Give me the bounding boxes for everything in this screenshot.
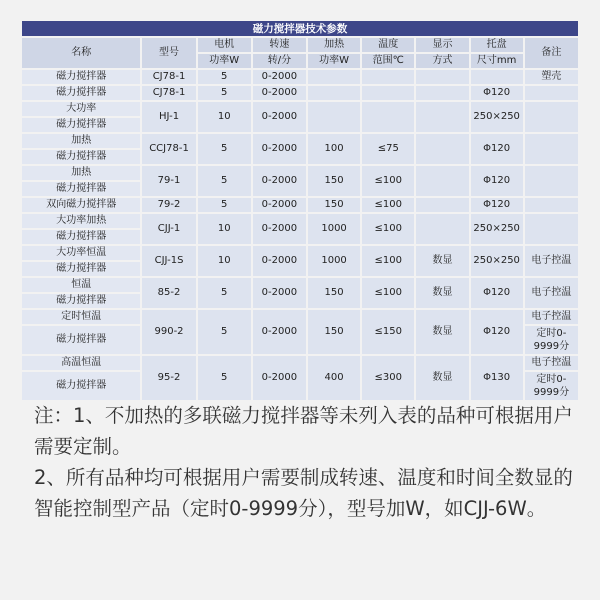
cell-tray: 250×250 [471, 102, 523, 132]
table-row [22, 246, 578, 260]
spec-table-container [20, 19, 580, 398]
header-speed-unit: 转/分 [253, 54, 306, 68]
header-remark: 备注 [525, 38, 578, 68]
cell-remark: 电子控温 [525, 356, 578, 370]
cell-temp: ≤100 [362, 246, 414, 276]
cell-speed: 0-2000 [253, 166, 306, 196]
cell-tray: Φ120 [471, 86, 523, 100]
cell-tray: Φ120 [471, 310, 523, 354]
cell-tray: 250×250 [471, 246, 523, 276]
cell-motor: 5 [198, 278, 251, 308]
cell-name: 双向磁力搅拌器 [22, 198, 140, 212]
cell-display [416, 70, 468, 84]
cell-heat: 150 [308, 166, 360, 196]
cell-remark: 塑壳 [525, 70, 578, 84]
cell-remark [525, 134, 578, 164]
cell-speed: 0-2000 [253, 134, 306, 164]
cell-motor: 5 [198, 310, 251, 354]
cell-display [416, 198, 468, 212]
cell-temp: ≤100 [362, 198, 414, 212]
cell-remark [525, 102, 578, 132]
header-heat-unit: 功率W [308, 54, 360, 68]
cell-model: 85-2 [142, 278, 195, 308]
table-row [22, 166, 578, 180]
cell-model: CJJ-1S [142, 246, 195, 276]
cell-display: 数显 [416, 356, 468, 400]
cell-remark: 电子控温 [525, 310, 578, 324]
cell-motor: 5 [198, 86, 251, 100]
table-row [22, 86, 578, 100]
cell-remark [525, 214, 578, 244]
table-row [22, 214, 578, 228]
cell-remark [525, 166, 578, 196]
cell-model: 79-2 [142, 198, 195, 212]
cell-heat: 150 [308, 198, 360, 212]
cell-motor: 5 [198, 356, 251, 400]
cell-speed: 0-2000 [253, 278, 306, 308]
cell-name: 磁力搅拌器 [22, 70, 140, 84]
cell-model: CJJ-1 [142, 214, 195, 244]
table-row [22, 310, 578, 324]
cell-display [416, 214, 468, 244]
cell-heat [308, 70, 360, 84]
cell-name-line1: 大功率恒温 [22, 246, 140, 260]
cell-model: 990-2 [142, 310, 195, 354]
cell-temp [362, 86, 414, 100]
cell-model: CCJ78-1 [142, 134, 195, 164]
table-title: 磁力搅拌器技术参数 [22, 21, 578, 36]
cell-name-line2: 磁力搅拌器 [22, 262, 140, 276]
table-row [22, 198, 578, 212]
cell-speed: 0-2000 [253, 70, 306, 84]
header-display: 显示 [416, 38, 468, 52]
cell-name-line2: 磁力搅拌器 [22, 182, 140, 196]
cell-display [416, 102, 468, 132]
header-display-unit: 方式 [416, 54, 468, 68]
header-heat: 加热 [308, 38, 360, 52]
cell-tray: Φ120 [471, 198, 523, 212]
cell-remark-timer: 定时0-9999分 [525, 372, 578, 400]
cell-display [416, 86, 468, 100]
header-temp: 温度 [362, 38, 414, 52]
cell-motor: 5 [198, 134, 251, 164]
cell-heat: 400 [308, 356, 360, 400]
cell-speed: 0-2000 [253, 102, 306, 132]
cell-temp: ≤150 [362, 310, 414, 354]
cell-display: 数显 [416, 310, 468, 354]
cell-tray: Φ120 [471, 166, 523, 196]
cell-motor: 10 [198, 214, 251, 244]
table-row [22, 278, 578, 292]
cell-speed: 0-2000 [253, 356, 306, 400]
cell-temp [362, 102, 414, 132]
cell-motor: 5 [198, 70, 251, 84]
cell-speed: 0-2000 [253, 86, 306, 100]
cell-temp [362, 70, 414, 84]
cell-motor: 10 [198, 102, 251, 132]
cell-tray: Φ120 [471, 278, 523, 308]
cell-tray: Φ130 [471, 356, 523, 400]
cell-name-line1: 加热 [22, 166, 140, 180]
cell-name-line1: 大功率加热 [22, 214, 140, 228]
note-2: 2、所有品种均可根据用户需要制成转速、温度和时间全数显的智能控制型产品（定时0-9999分），型号加W，如CJJ-6W。 [34, 466, 573, 520]
header-tray-unit: 尺寸mm [471, 54, 523, 68]
cell-motor: 10 [198, 246, 251, 276]
cell-temp: ≤100 [362, 166, 414, 196]
cell-name-line1: 恒温 [22, 278, 140, 292]
cell-temp: ≤100 [362, 214, 414, 244]
cell-model: CJ78-1 [142, 70, 195, 84]
cell-remark [525, 86, 578, 100]
cell-heat: 1000 [308, 214, 360, 244]
cell-name-line2: 磁力搅拌器 [22, 326, 140, 354]
header-model: 型号 [142, 38, 195, 68]
note-1: 注：1、不加热的多联磁力搅拌器等未列入表的品种可根据用户需要定制。 [34, 404, 573, 458]
cell-name: 磁力搅拌器 [22, 86, 140, 100]
table-row [22, 102, 578, 116]
spec-table [20, 19, 580, 402]
cell-heat [308, 86, 360, 100]
cell-remark: 电子控温 [525, 246, 578, 276]
cell-tray: Φ120 [471, 134, 523, 164]
cell-remark-timer: 定时0-9999分 [525, 326, 578, 354]
header-temp-unit: 范围℃ [362, 54, 414, 68]
cell-heat: 150 [308, 310, 360, 354]
cell-tray [471, 70, 523, 84]
cell-heat: 100 [308, 134, 360, 164]
cell-heat: 150 [308, 278, 360, 308]
cell-temp: ≤300 [362, 356, 414, 400]
cell-heat: 1000 [308, 246, 360, 276]
table-row [22, 356, 578, 370]
notes-section [34, 400, 582, 524]
table-row [22, 134, 578, 148]
cell-speed: 0-2000 [253, 310, 306, 354]
header-motor: 电机 [198, 38, 251, 52]
cell-speed: 0-2000 [253, 214, 306, 244]
cell-display [416, 134, 468, 164]
cell-motor: 5 [198, 198, 251, 212]
cell-model: 79-1 [142, 166, 195, 196]
cell-motor: 5 [198, 166, 251, 196]
cell-display: 数显 [416, 246, 468, 276]
cell-speed: 0-2000 [253, 246, 306, 276]
cell-model: CJ78-1 [142, 86, 195, 100]
cell-tray: 250×250 [471, 214, 523, 244]
cell-remark: 电子控温 [525, 278, 578, 308]
cell-name-line1: 加热 [22, 134, 140, 148]
cell-model: 95-2 [142, 356, 195, 400]
table-row [22, 70, 578, 84]
cell-name-line1: 高温恒温 [22, 356, 140, 370]
cell-name-line2: 磁力搅拌器 [22, 372, 140, 400]
header-speed: 转速 [253, 38, 306, 52]
cell-name-line1: 定时恒温 [22, 310, 140, 324]
cell-model: HJ-1 [142, 102, 195, 132]
cell-speed: 0-2000 [253, 198, 306, 212]
cell-display [416, 166, 468, 196]
header-name: 名称 [22, 38, 140, 68]
cell-name-line2: 磁力搅拌器 [22, 230, 140, 244]
cell-remark [525, 198, 578, 212]
cell-name-line2: 磁力搅拌器 [22, 118, 140, 132]
cell-temp: ≤100 [362, 278, 414, 308]
header-tray: 托盘 [471, 38, 523, 52]
cell-name-line1: 大功率 [22, 102, 140, 116]
cell-display: 数显 [416, 278, 468, 308]
cell-name-line2: 磁力搅拌器 [22, 150, 140, 164]
cell-temp: ≤75 [362, 134, 414, 164]
header-motor-unit: 功率W [198, 54, 251, 68]
cell-heat [308, 102, 360, 132]
cell-name-line2: 磁力搅拌器 [22, 294, 140, 308]
